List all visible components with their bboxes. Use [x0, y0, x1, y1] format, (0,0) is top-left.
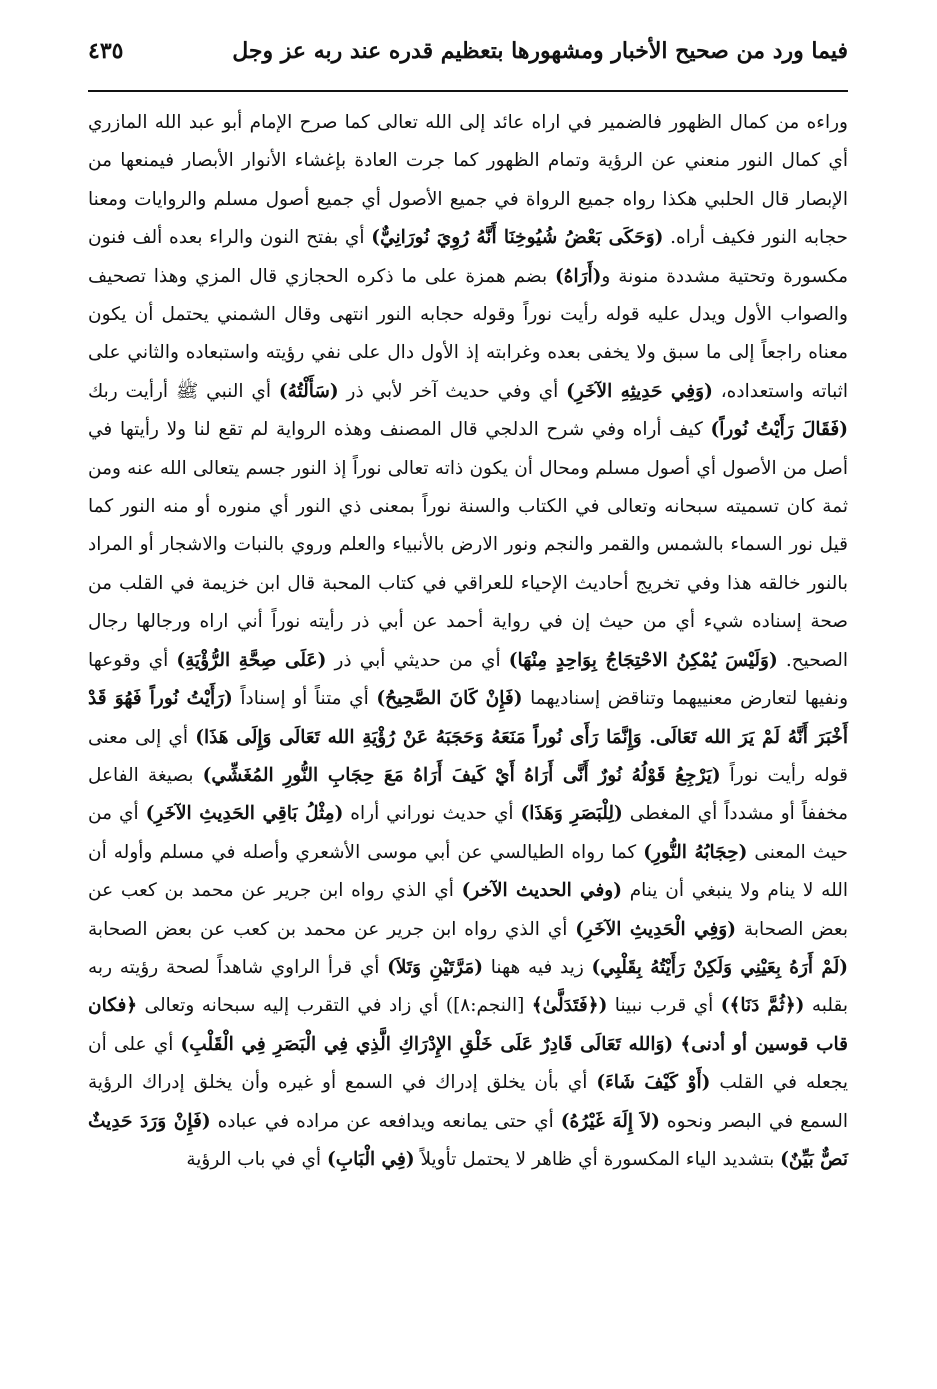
- quoted-matn-text: (مِثْلُ بَاقِي الحَدِيثِ الآخَرِ): [145, 803, 344, 825]
- commentary-segment: وراءه من كمال الظهور فالضمير في اراه عائد إلى الله تعالى كما صرح الإمام أبو عبد الله المازري أي كمال النور منعني عن الرؤية وتمام الظهور كما جرت العادة بإغشاء الأنوار الأبصار فيمنعها من الإبصار قال الحلبي هكذا رواه جميع الرواة في جميع الأصول أي جميع أصول مسلم والروايات ومعنا حجابه النور فكيف أراه.: [88, 112, 848, 249]
- quoted-matn-text: (حِجَابُهُ النُّورِ): [643, 841, 748, 863]
- quoted-matn-text: (﴿ثُمَّ دَنَا﴾): [720, 995, 805, 1017]
- commentary-segment: أي في باب الرؤية: [186, 1148, 327, 1170]
- quoted-matn-text: (وَالله تَعَالَى قَادِرٌ عَلَى خَلْقِ الإِدْرَاكِ الَّذِي فِي الْبَصَرِ فِي الْقَلْبِ): [180, 1033, 674, 1055]
- quoted-matn-text: (رَأَيْتُ نُوراً فَهُوَ قَدْ أَخْبَرَ أَنَّهُ لَمْ يَرَ الله تَعَالَى. وَإِنَّمَا رَأَى نُوراً مَنَعَهُ وَحَجَبَهُ عَنْ رُؤْيَةِ الله تَعَالَى وَإِلَى هَذَا): [88, 688, 848, 748]
- quoted-matn-text: (وفي الحديث الآخر): [461, 880, 622, 902]
- quoted-matn-text: ﴿فكان قاب قوسين أو أدنى﴾: [88, 995, 848, 1055]
- commentary-segment: بضم همزة على ما ذكره الحجازي قال المزي وهذا تصحيف والصواب الأول ويدل عليه قوله رأيت نوراً وقوله حجابه النور انتهى وقال الشمني يحتمل أن يكون معناه راجعاً إلى ما سبق ولا يخفى بعده وغرابته إذ الأول دال على نفي رؤيته واستبعاده والثاني على اثباته واستعداده،: [88, 265, 848, 402]
- commentary-segment: أي متناً أو إسناداً: [232, 688, 377, 710]
- quoted-matn-text: (يَرْجِعُ قَوْلُهُ نُورٌ أَنَّى أَرَاهُ أَيْ كَيفَ أَرَاهُ مَعَ حِجَابِ النُّورِ المُغَشِّي): [202, 764, 721, 786]
- header-rule: [88, 90, 848, 92]
- quoted-matn-text: (مَرَّتَيْنِ وَتَلاَ): [387, 956, 484, 978]
- commentary-segment: زيد فيه ههنا: [483, 956, 592, 978]
- commentary-segment: أي قرأ الراوي شاهداً لصحة رؤيته ربه بقلبه: [88, 956, 848, 1017]
- quoted-matn-text: (فَإِنْ كَانَ الصَّحِيحُ): [376, 688, 523, 710]
- commentary-segment: أي حتى يمانعه ويدافعه عن مراده في عباده: [210, 1110, 561, 1132]
- quoted-matn-text: (سَأَلْتُهُ): [278, 380, 339, 402]
- commentary-segment: أي الذي رواه ابن جرير عن محمد بن كعب عن بعض الصحابة: [88, 918, 576, 940]
- commentary-segment: كيف أراه وفي شرح الدلجي قال المصنف وهذه الرواية لم تقع لنا ولا رأيتها في أصل من الأصول أي أصول مسلم ومحال أن يكون ذاته تعالى نوراً إذ النور جسم يتعالى الله عنه ومن ثمة كان تسميته سبحانه وتعالى في الكتاب والسنة نوراً بمعنى ذي النور أي منوره أو منه النور كما قيل نور السماء بالشمس والقمر والنجم ونور الارض بالأنبياء والعلم وروي بالنبات والاشجار أو المراد بالنور خالقه هذا وفي تخريج أحاديث الإحياء للعراقي في كتاب المحبة قال ابن خزيمة في القلب من صحة إسناده شيء أي من حيث إن في رواية أحمد عن أبي ذر رأيته نوراً أني اراه ورجالها رجال الصحيح.: [88, 419, 849, 671]
- running-header: [88, 28, 848, 80]
- commentary-segment: أي إلى معنى قوله رأيت نوراً: [88, 726, 848, 786]
- quoted-matn-text: (فِي الْبَابِ): [326, 1148, 415, 1170]
- commentary-segment: أي النبي ﷺ أرأيت ربك: [88, 380, 279, 402]
- commentary-segment: أي وقوعها ونفيها لتعارض معنييهما وتناقض إسناديهما: [88, 649, 848, 710]
- running-title: فيما ورد من صحيح الأخبار ومشهورها بتعظيم قدره عند ربه عز وجل: [232, 38, 848, 64]
- book-page: [88, 28, 848, 1368]
- commentary-segment: كما رواه الطيالسي عن أبي موسى الأشعري وأصله في مسلم وأوله أن الله لا ينام ولا ينبغي أن ينام: [88, 841, 848, 902]
- quoted-matn-text: (وَحَكَى بَعْضُ شُيُوخِنَا أَنَّهُ رُوِيَ نُورَانِيٌّ): [371, 227, 664, 249]
- quoted-matn-text: (لاَ إِلَهَ غَيْرُهُ): [560, 1110, 660, 1132]
- quoted-matn-text: (﴿فَتَدَلَّىٰ﴾: [531, 995, 608, 1017]
- quoted-matn-text: (أَرَاهُ): [555, 265, 602, 287]
- commentary-segment: أي بفتح النون والراء بعده ألف فنون مكسورة وتحتية مشددة منونة و: [88, 227, 848, 287]
- commentary-segment: أي حديث نوراني أراه: [343, 803, 521, 825]
- quoted-matn-text: (وَفِي الْحَدِيثِ الآخَرِ): [575, 918, 736, 940]
- commentary-segment: أي بأن يخلق إدراك في السمع أو غيره وأن يخلق إدراك الرؤية السمع في البصر ونحوه: [88, 1072, 848, 1132]
- commentary-segment: أي الذي رواه ابن جرير عن محمد بن كعب عن بعض الصحابة: [88, 880, 849, 940]
- quoted-matn-text: (لَمْ أَرَهُ بِعَيْنِي وَلَكِنْ رَأَيْتُهُ بِقَلْبِي): [591, 956, 849, 978]
- quoted-matn-text: (فَقَالَ رَأَيْتُ نُوراً): [710, 419, 848, 441]
- page-number: ٤٣٥: [88, 38, 124, 64]
- commentary-segment: أي من حديثي أبي ذر: [326, 649, 509, 671]
- commentary-segment: أي وفي حديث آخر لأبي ذر: [338, 380, 567, 402]
- commentary-segment: أي على أن يجعله في القلب: [88, 1033, 849, 1094]
- quoted-matn-text: (وَلَيْسَ يُمْكِنُ الاحْتِجَاجُ بِوَاحِدٍ مِنْهَا): [508, 649, 778, 671]
- commentary-segment: أي قرب نبينا: [607, 995, 721, 1017]
- quoted-matn-text: (أَوْ كَيْفَ شَاءَ): [596, 1072, 711, 1094]
- quoted-matn-text: (عَلَى صِحَّةِ الرُّؤْيَةِ): [176, 649, 327, 671]
- commentary-segment: بتشديد الياء المكسورة أي ظاهر لا يحتمل تأويلاً: [414, 1148, 781, 1170]
- commentary-text: [88, 104, 848, 1179]
- commentary-segment: [النجم:٨]) أي زاد في التقرب إليه سبحانه وتعالى: [137, 995, 532, 1017]
- commentary-segment: أي من حيث المعنى: [88, 803, 848, 863]
- commentary-segment: بصيغة الفاعل مخففاً أو مشدداً أي المغطى: [88, 764, 849, 825]
- quoted-matn-text: (لِلْبَصَرِ وَهَذَا): [520, 803, 623, 825]
- quoted-matn-text: (وَفِي حَدِيثِهِ الآخَرِ): [566, 380, 713, 402]
- quoted-matn-text: (فَإِنْ وَرَدَ حَدِيثٌ نَصٌّ بَيِّنٌ): [88, 1110, 848, 1170]
- body-paragraph: [88, 104, 848, 1179]
